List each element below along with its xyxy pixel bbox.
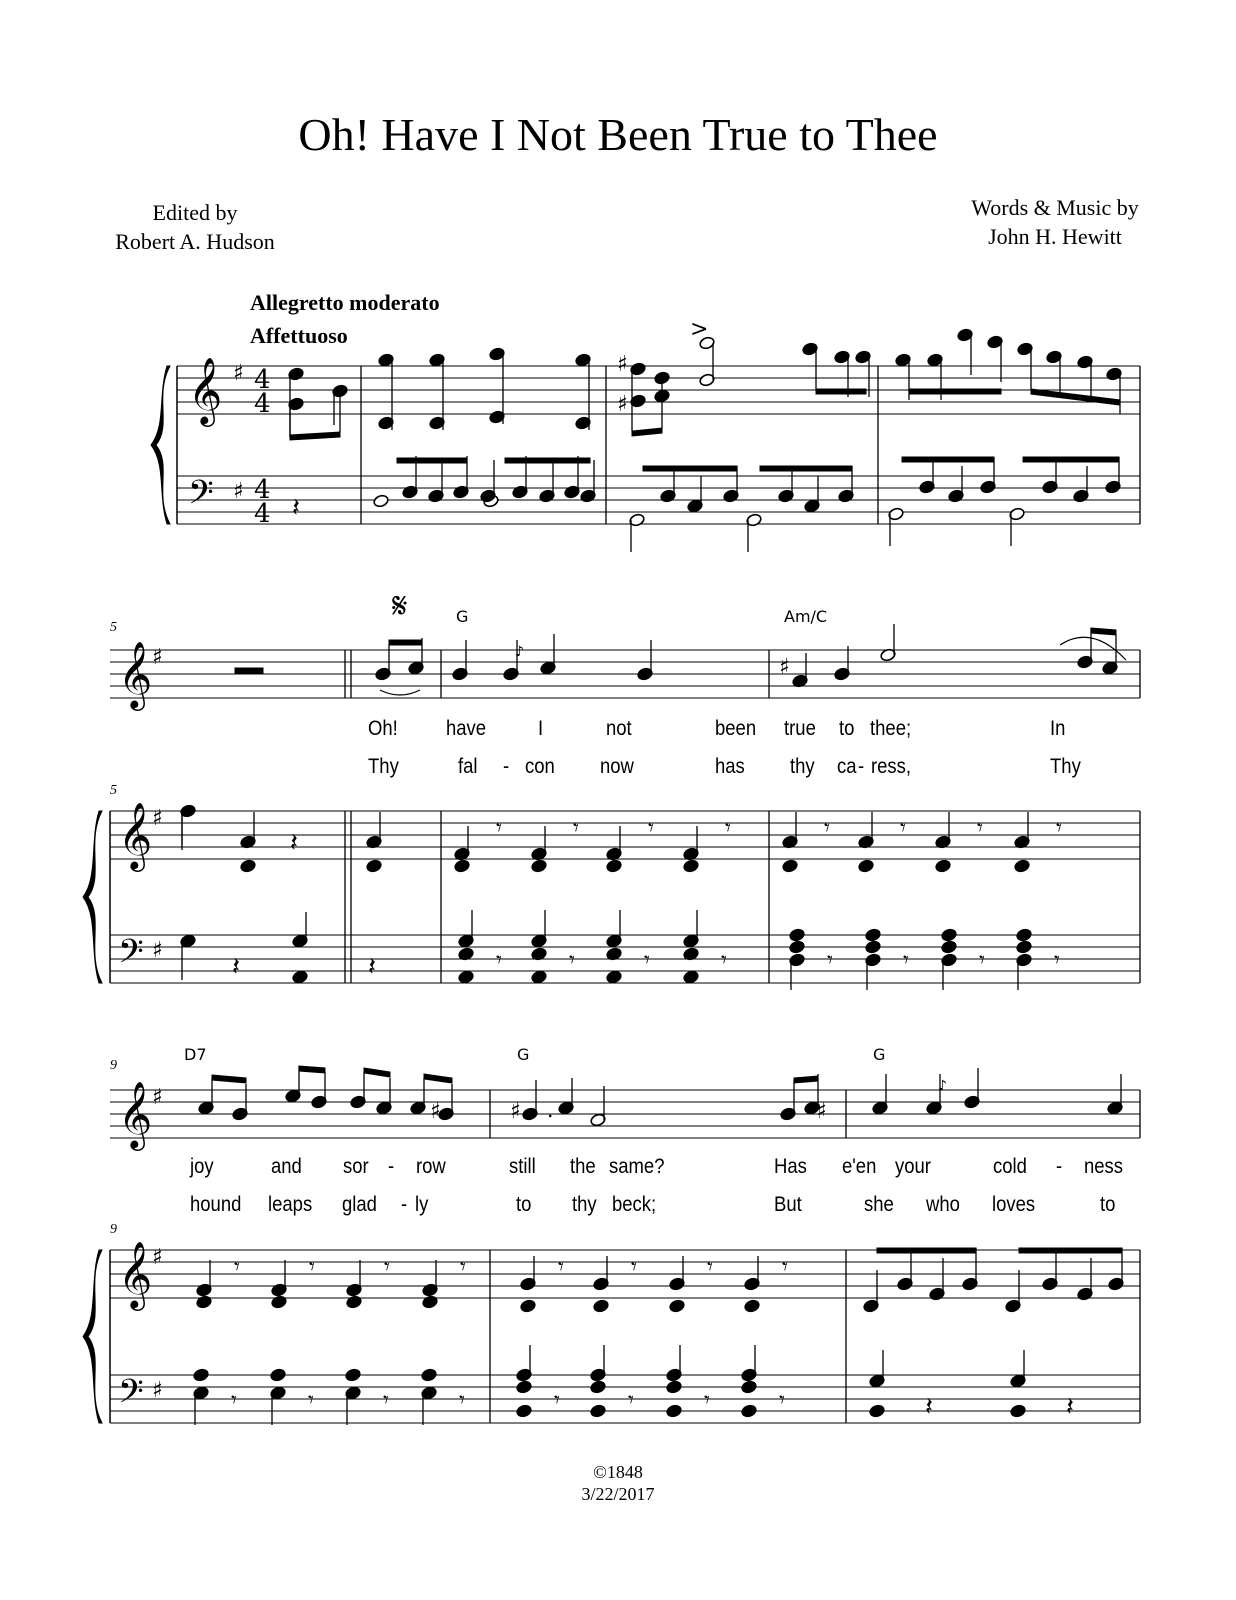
notehead — [422, 1295, 439, 1309]
notehead — [858, 859, 875, 873]
eighth-rest: 𝄾 — [644, 948, 650, 973]
composer-name: John H. Hewitt — [988, 224, 1122, 249]
grand-staff-brace — [83, 811, 102, 983]
eighth-rest: 𝄾 — [824, 816, 830, 841]
lyric-syllable: now — [600, 755, 634, 778]
notehead — [1016, 940, 1033, 954]
notehead — [270, 1368, 287, 1382]
beam — [1023, 457, 1119, 462]
key-signature-sharp: ♯ — [152, 806, 163, 831]
notehead — [1016, 928, 1033, 942]
whole-rest — [235, 668, 263, 674]
lyric-syllable: and — [271, 1155, 302, 1178]
bass-clef-icon: 𝄢 — [188, 474, 214, 520]
notehead — [741, 1380, 758, 1394]
lyric-syllable: thy — [790, 755, 815, 778]
lyric-syllable: to — [516, 1193, 532, 1216]
key-signature-sharp: ♯ — [152, 1085, 163, 1110]
quarter-rest: 𝄽 — [290, 828, 298, 858]
notehead — [869, 1404, 886, 1418]
lyric-syllable: true — [784, 717, 816, 740]
key-signature-sharp: ♯ — [152, 645, 163, 670]
treble-clef-icon: 𝄞 — [118, 801, 153, 869]
dot: . — [547, 1098, 554, 1122]
accidental-natural: ♯ — [816, 1099, 827, 1124]
notehead — [366, 859, 383, 873]
lyric-syllable: who — [926, 1193, 960, 1216]
lyric-hyphen: - — [858, 755, 865, 778]
notehead — [240, 859, 257, 873]
key-signature-sharp: ♯ — [233, 361, 244, 386]
beam — [505, 458, 590, 463]
grand-staff-brace — [151, 366, 170, 524]
quarter-rest: 𝄽 — [368, 952, 376, 982]
lyric-syllable: loves — [992, 1193, 1036, 1216]
lyric-syllable: cold — [993, 1155, 1027, 1178]
lyric-syllable: sor — [343, 1155, 369, 1178]
editor-label: Edited by — [152, 200, 238, 225]
beam — [299, 1066, 325, 1073]
lyric-syllable: ness — [1084, 1155, 1124, 1178]
notehead — [531, 970, 548, 984]
lyric-syllable: ca — [837, 755, 857, 778]
beam — [877, 1248, 976, 1253]
notehead — [789, 940, 806, 954]
time-signature-bottom: 4 — [254, 389, 271, 419]
notehead — [941, 928, 958, 942]
key-signature-sharp: ♯ — [152, 1245, 163, 1270]
eighth-rest: 𝄾 — [309, 1255, 315, 1280]
beam — [397, 458, 467, 463]
eighth-rest: 𝄾 — [459, 1388, 465, 1413]
treble-clef-icon: 𝄞 — [118, 1080, 153, 1148]
eighth-rest: 𝄾 — [1056, 816, 1062, 841]
eighth-rest: 𝄾 — [827, 948, 833, 973]
beam — [1031, 389, 1120, 405]
notehead — [516, 1380, 533, 1394]
notehead — [520, 1299, 537, 1313]
measure-number-9: 9 — [110, 1058, 117, 1073]
time-signature-top: 4 — [254, 365, 271, 395]
lyric-syllable: But — [774, 1193, 802, 1216]
eighth-rest: 𝄾 — [558, 1255, 564, 1280]
lyric-hyphen: - — [503, 755, 510, 778]
notehead — [741, 1404, 758, 1418]
notehead — [193, 1368, 210, 1382]
notehead — [593, 1299, 610, 1313]
eighth-rest: 𝄾 — [707, 1255, 713, 1280]
lyric-syllable: leaps — [268, 1193, 313, 1216]
lyric-syllable: have — [446, 717, 487, 740]
bass-clef-icon: 𝄢 — [118, 933, 144, 979]
beam — [1091, 628, 1116, 635]
notehead — [271, 1295, 288, 1309]
notehead — [666, 1380, 683, 1394]
beam — [290, 432, 340, 440]
beam — [760, 466, 852, 471]
lyric-syllable: she — [864, 1193, 894, 1216]
beam — [424, 1074, 452, 1083]
grand-staff-brace — [83, 1250, 102, 1423]
lyric-syllable: Thy — [368, 755, 399, 778]
lyric-syllable: to — [839, 717, 855, 740]
lyric-syllable: has — [715, 755, 745, 778]
lyric-syllable: to — [1100, 1193, 1116, 1216]
page-title: Oh! Have I Not Been True to Thee — [298, 109, 938, 160]
chord-symbol: G — [456, 607, 469, 626]
notehead — [683, 859, 700, 873]
lyric-syllable: beck; — [612, 1193, 657, 1216]
expression-marking: Affettuoso — [250, 323, 348, 348]
lyric-hyphen: - — [1056, 1155, 1063, 1178]
eighth-rest: 𝄾 — [903, 948, 909, 973]
notehead — [865, 940, 882, 954]
accidental-sharp: ♯ — [617, 352, 628, 377]
lyric-syllable: not — [606, 717, 632, 740]
key-signature-sharp: ♯ — [233, 479, 244, 504]
eighth-rest: 𝄾 — [496, 948, 502, 973]
eighth-rest: 𝄾 — [234, 1255, 240, 1280]
notehead — [1014, 859, 1031, 873]
eighth-rest: 𝄾 — [977, 816, 983, 841]
lyric-syllable: e'en — [842, 1155, 877, 1178]
eighth-rest: 𝄾 — [704, 1388, 710, 1413]
notehead — [606, 970, 623, 984]
lyric-syllable: same? — [609, 1155, 665, 1178]
lyric-syllable: Has — [774, 1155, 807, 1178]
notehead — [744, 1299, 761, 1313]
accidental-sharp: ♯ — [779, 655, 790, 680]
key-signature-sharp: ♯ — [152, 1378, 163, 1403]
edition-date: 3/22/2017 — [581, 1484, 655, 1504]
notehead — [782, 859, 799, 873]
notehead — [421, 1368, 438, 1382]
accidental-sharp: ♯ — [430, 1099, 441, 1124]
lyric-syllable: joy — [190, 1155, 214, 1178]
chord-symbol: D7 — [184, 1045, 207, 1064]
notehead — [669, 1299, 686, 1313]
beam — [212, 1075, 246, 1083]
lyric-syllable: ly — [415, 1193, 429, 1216]
notehead — [666, 1404, 683, 1418]
eighth-rest: 𝄾 — [631, 1255, 637, 1280]
beam — [909, 389, 1001, 394]
notehead — [941, 940, 958, 954]
beam — [816, 389, 866, 394]
measure-number-9-piano: 9 — [110, 1222, 117, 1237]
eighth-rest: 𝄾 — [648, 816, 654, 841]
key-signature-sharp: ♯ — [152, 938, 163, 963]
eighth-rest: 𝄾 — [460, 1255, 466, 1280]
grace-note: ♪ — [938, 1078, 947, 1094]
lyric-syllable: I — [538, 717, 544, 740]
eighth-rest: 𝄾 — [628, 1388, 634, 1413]
chord-symbol: G — [873, 1045, 886, 1064]
eighth-rest: 𝄾 — [554, 1388, 560, 1413]
accidental-sharp: ♯ — [510, 1099, 521, 1124]
editor-name: Robert A. Hudson — [115, 229, 275, 254]
beam — [389, 640, 422, 645]
lyric-syllable: In — [1050, 717, 1066, 740]
measure-number-5: 5 — [110, 620, 117, 635]
lyric-hyphen: - — [401, 1193, 408, 1216]
beam — [632, 428, 662, 436]
eighth-rest: 𝄾 — [231, 1388, 237, 1413]
notehead — [345, 1368, 362, 1382]
treble-clef-icon: 𝄞 — [118, 1240, 153, 1308]
eighth-rest: 𝄾 — [979, 948, 985, 973]
eighth-rest: 𝄾 — [782, 1255, 788, 1280]
eighth-rest: 𝄾 — [779, 1388, 785, 1413]
notehead — [458, 970, 475, 984]
tempo-marking: Allegretto moderato — [250, 290, 440, 315]
quarter-rest: 𝄽 — [925, 1392, 933, 1422]
eighth-rest: 𝄾 — [721, 948, 727, 973]
quarter-rest: 𝄽 — [292, 493, 300, 523]
time-signature-top: 4 — [254, 475, 271, 505]
beam — [794, 1076, 818, 1083]
notehead — [590, 1404, 607, 1418]
eighth-rest: 𝄾 — [308, 1388, 314, 1413]
quarter-rest: 𝄽 — [1066, 1392, 1074, 1422]
treble-clef-icon: 𝄞 — [188, 356, 223, 424]
time-signature-bottom: 4 — [254, 499, 271, 529]
eighth-rest: 𝄾 — [496, 816, 502, 841]
lyric-syllable: thee; — [870, 717, 912, 740]
notehead — [789, 928, 806, 942]
eighth-rest: 𝄾 — [384, 1255, 390, 1280]
lyric-syllable: Thy — [1050, 755, 1081, 778]
slur — [380, 690, 420, 695]
lyric-syllable: con — [525, 755, 555, 778]
notehead — [516, 1404, 533, 1418]
grace-note: ♪ — [515, 644, 524, 660]
lyric-hyphen: - — [388, 1155, 395, 1178]
composer-label: Words & Music by — [971, 195, 1139, 220]
copyright-notice: ©1848 — [593, 1462, 643, 1482]
eighth-rest: 𝄾 — [900, 816, 906, 841]
treble-clef-icon: 𝄞 — [118, 640, 153, 708]
lyric-syllable: row — [416, 1155, 446, 1178]
bass-clef-icon: 𝄢 — [118, 1373, 144, 1419]
eighth-rest: 𝄾 — [725, 816, 731, 841]
lyric-syllable: fal — [458, 755, 478, 778]
notehead — [373, 494, 390, 508]
notehead — [1010, 1404, 1027, 1418]
notehead — [865, 928, 882, 942]
accent-mark: > — [690, 317, 709, 342]
chord-symbol: Am/C — [784, 607, 828, 626]
eighth-rest: 𝄾 — [383, 1388, 389, 1413]
notehead — [454, 859, 471, 873]
quarter-rest: 𝄽 — [232, 952, 240, 982]
notehead — [683, 970, 700, 984]
beam — [643, 466, 737, 471]
lyric-syllable: Oh! — [368, 717, 398, 740]
eighth-rest: 𝄾 — [569, 948, 575, 973]
accidental-sharp: ♯ — [617, 392, 628, 417]
beam — [902, 457, 994, 462]
lyric-syllable: been — [715, 717, 757, 740]
notehead — [292, 970, 309, 984]
eighth-rest: 𝄾 — [1054, 948, 1060, 973]
lyric-syllable: ress, — [871, 755, 912, 778]
lyric-syllable: your — [895, 1155, 931, 1178]
lyric-syllable: thy — [572, 1193, 597, 1216]
chord-symbol: G — [517, 1045, 530, 1064]
notehead — [196, 1295, 213, 1309]
measure-number-5-piano: 5 — [110, 783, 117, 798]
beam — [364, 1068, 390, 1077]
lyric-syllable: the — [570, 1155, 596, 1178]
lyric-syllable: still — [509, 1155, 536, 1178]
notehead — [606, 859, 623, 873]
segno-sign: 𝄋 — [392, 586, 408, 627]
notehead — [531, 859, 548, 873]
beam — [1019, 1248, 1122, 1253]
lyric-syllable: hound — [190, 1193, 242, 1216]
notehead — [346, 1295, 363, 1309]
notehead — [590, 1380, 607, 1394]
eighth-rest: 𝄾 — [573, 816, 579, 841]
notehead — [935, 859, 952, 873]
lyric-syllable: glad — [342, 1193, 377, 1216]
